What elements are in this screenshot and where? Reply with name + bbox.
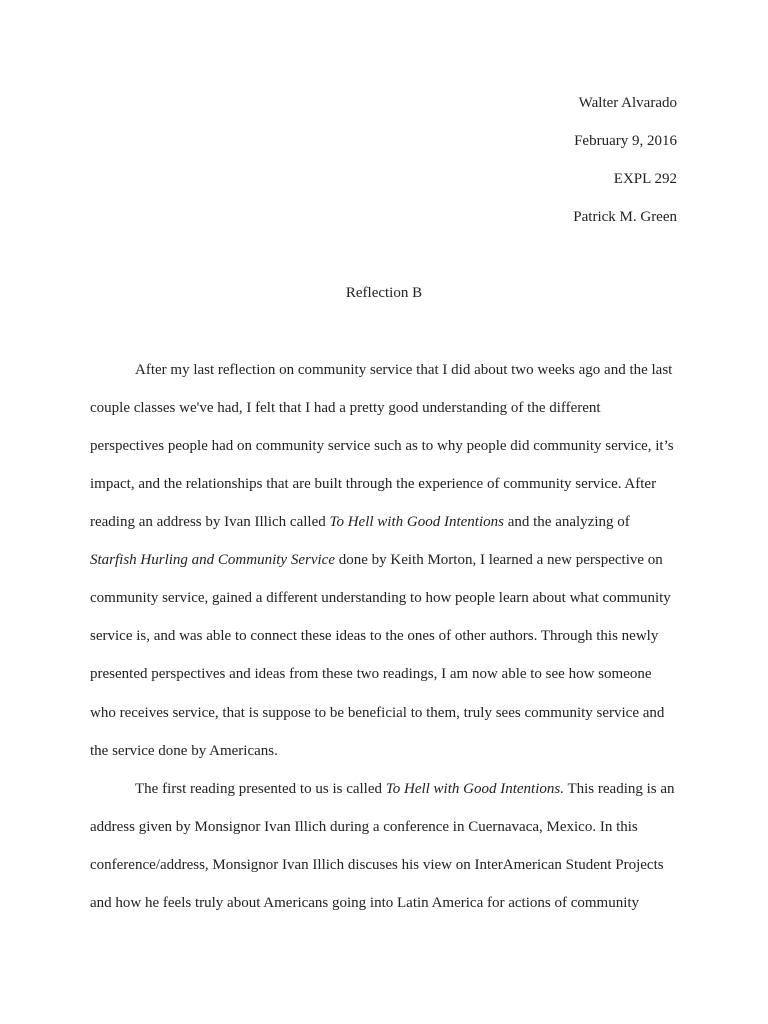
paragraph-line: impact, and the relationships that are built through the experience of community service. After xyxy=(90,476,657,492)
paragraph-line: the service done by Americans. xyxy=(90,743,278,759)
document-title: Reflection B xyxy=(345,285,423,301)
instructor-name: Patrick M. Green xyxy=(573,209,677,225)
paragraph-line: and how he feels truly about Americans going into Latin America for actions of community xyxy=(90,895,640,911)
italic-title: To Hell with Good Intentions xyxy=(329,514,504,530)
paragraph-line: couple classes we've had, I felt that I had a pretty good understanding of the different xyxy=(90,400,601,416)
paragraph-text: done by Keith Morton, I learned a new perspective on xyxy=(334,552,663,568)
paragraph-line: who receives service, that is suppose to be beneficial to them, truly sees community service and xyxy=(90,705,665,721)
paragraph-line: After my last reflection on community service that I did about two weeks ago and the last xyxy=(135,362,673,378)
italic-title: Starfish Hurling and Community Service xyxy=(90,552,335,568)
paragraph-line xyxy=(90,513,630,531)
paragraph-text: This reading is an xyxy=(563,781,675,797)
paragraph-line: conference/address, Monsignor Ivan Illich discuses his view on InterAmerican Student Projects xyxy=(90,857,664,873)
paragraph-text: and the analyzing of xyxy=(503,514,630,530)
paragraph-line: presented perspectives and ideas from these two readings, I am now able to see how someone xyxy=(90,666,652,682)
italic-title: To Hell with Good Intentions. xyxy=(385,781,564,797)
paragraph-line: community service, gained a different understanding to how people learn about what community xyxy=(90,590,671,606)
paragraph-text: The first reading presented to us is called xyxy=(135,781,386,797)
paragraph-line xyxy=(90,551,663,569)
paragraph-line: service is, and was able to connect these ideas to the ones of other authors. Through this newly xyxy=(90,628,659,644)
paragraph-line xyxy=(135,780,675,798)
document-date: February 9, 2016 xyxy=(574,133,677,149)
paragraph-line: perspectives people had on community service such as to why people did community service, it’s xyxy=(90,438,674,454)
course-code: EXPL 292 xyxy=(613,171,677,187)
author-name: Walter Alvarado xyxy=(578,95,677,111)
paragraph-line: address given by Monsignor Ivan Illich during a conference in Cuernavaca, Mexico. In this xyxy=(90,819,638,835)
paragraph-text: reading an address by Ivan Illich called xyxy=(90,514,330,530)
